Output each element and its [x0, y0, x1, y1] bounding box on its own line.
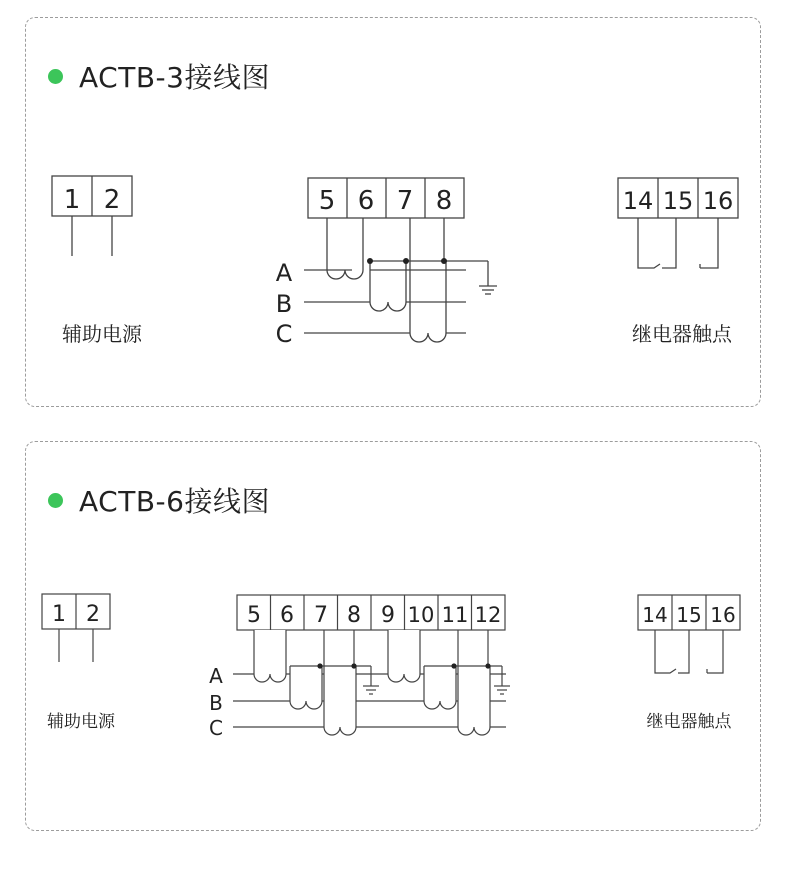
aux-terminal-label: 1 [63, 185, 81, 215]
ct-wiring [327, 218, 497, 342]
wiring-diagram-actb-6 [26, 442, 762, 832]
ct-terminal-label: 10 [407, 603, 435, 627]
ct-terminal-label: 7 [314, 603, 328, 628]
ct-terminal-label: 6 [280, 603, 294, 628]
phase-label-b: B [275, 290, 293, 318]
ct-terminal-label: 9 [381, 603, 395, 628]
wiring-panel-actb-6 [25, 441, 761, 831]
aux-terminal-label: 2 [86, 602, 100, 627]
aux-terminal-block [42, 594, 110, 662]
phase-label-c: C [209, 716, 223, 740]
wiring-panel-actb-3 [25, 17, 761, 407]
phase-label-c: C [275, 320, 293, 348]
ct-wiring [388, 630, 510, 735]
wiring-diagram-actb-3 [26, 18, 762, 408]
phase-label-a: A [209, 664, 223, 688]
relay-terminal-block [638, 595, 740, 673]
ct-terminal-block [308, 178, 464, 218]
ct-terminal-label: 6 [357, 186, 375, 216]
panel-title: ACTB-6接线图 [79, 485, 270, 518]
relay-terminal-label: 16 [710, 603, 736, 627]
aux-power-label: 辅助电源 [62, 322, 142, 346]
aux-terminal-label: 1 [52, 602, 66, 627]
ct-terminal-label: 12 [474, 603, 502, 627]
aux-terminal-block [52, 176, 132, 256]
relay-terminal-block [618, 178, 738, 268]
relay-terminal-label: 15 [662, 187, 694, 215]
ct-wiring [254, 630, 379, 735]
ct-terminal-label: 11 [441, 603, 469, 627]
phase-label-b: B [209, 691, 223, 715]
ct-terminal-label: 8 [435, 186, 453, 216]
relay-contact-label: 继电器触点 [646, 712, 732, 732]
ct-terminal-label: 8 [347, 603, 361, 628]
ct-terminal-label: 5 [318, 186, 336, 216]
relay-terminal-label: 16 [702, 187, 734, 215]
phase-lines [304, 270, 466, 333]
relay-terminal-label: 15 [676, 603, 702, 627]
aux-power-label: 辅助电源 [47, 712, 115, 732]
relay-terminal-label: 14 [622, 187, 654, 215]
relay-contact-label: 继电器触点 [632, 322, 732, 346]
ct-terminal-label: 5 [247, 603, 261, 628]
panel-title: ACTB-3接线图 [79, 61, 270, 94]
ct-terminal-label: 7 [396, 186, 414, 216]
ct-terminal-block [237, 595, 505, 630]
aux-terminal-label: 2 [103, 185, 121, 215]
relay-terminal-label: 14 [642, 603, 668, 627]
phase-label-a: A [275, 259, 293, 287]
